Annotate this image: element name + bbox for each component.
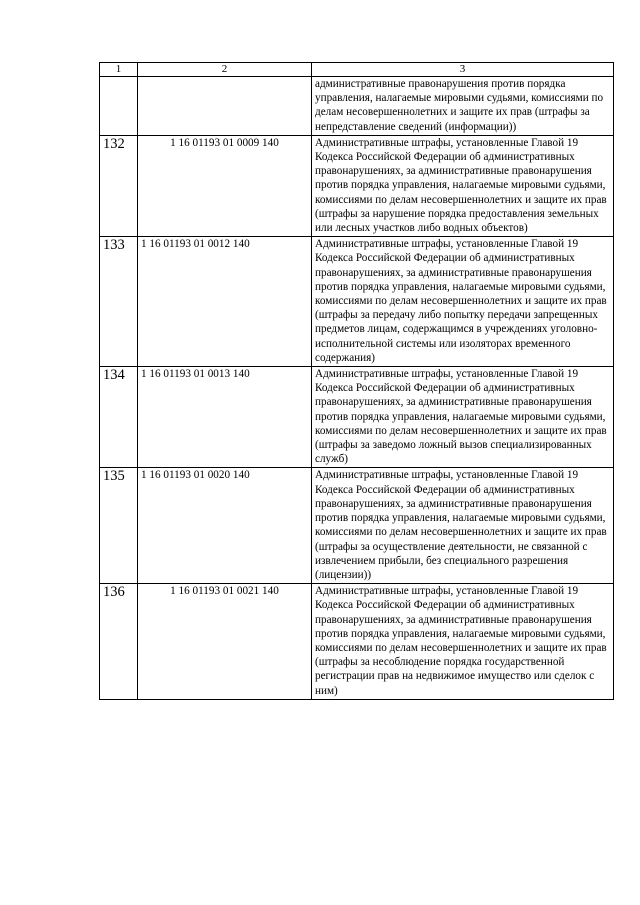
column-header-3: 3 (312, 63, 614, 77)
row-number: 135 (100, 468, 138, 584)
row-number: 134 (100, 367, 138, 468)
row-code: 1 16 01193 01 0020 140 (138, 468, 312, 584)
row-number-cell (100, 77, 138, 136)
row-description: Административные штрафы, установленные Главой 19 Кодекса Российской Федерации об административных правонарушениях, за административные правонарушения против порядка управления, налагаемые мировыми судьями, комиссиями по делам несовершеннолетних и защите их прав (штрафы за передачу либо попытку передачи запрещенных предметов лицам, содержащимся в учреждениях уголовно-исполнительной системы или изоляторах временного содержания) (312, 237, 614, 367)
row-number: 136 (100, 584, 138, 700)
row-code: 1 16 01193 01 0012 140 (138, 237, 312, 367)
row-code: 1 16 01193 01 0013 140 (138, 367, 312, 468)
row-description: Административные штрафы, установленные Главой 19 Кодекса Российской Федерации об административных правонарушениях, за административные правонарушения против порядка управления, налагаемые мировыми судьями, комиссиями по делам несовершеннолетних и защите их прав (штрафы за нарушение порядка предоставления земельных или лесных участков либо водных объектов) (312, 135, 614, 236)
row-description: Административные штрафы, установленные Главой 19 Кодекса Российской Федерации об административных правонарушениях, за административные правонарушения против порядка управления, налагаемые мировыми судьями, комиссиями по делам несовершеннолетних и защите их прав (штрафы за осуществление деятельности, не связанной с извлечением прибыли, без специального разрешения (лицензии)) (312, 468, 614, 584)
table-row-135 (100, 468, 614, 584)
row-number: 133 (100, 237, 138, 367)
row-code-cell (138, 77, 312, 136)
fines-table (99, 62, 614, 700)
row-description: административные правонарушения против порядка управления, налагаемые мировыми судьями, комиссиями по делам несовершеннолетних и защите их прав (штрафы за непредставление сведений (информации)) (312, 77, 614, 136)
table-row-133 (100, 237, 614, 367)
table-header-row (100, 63, 614, 77)
table-row-134 (100, 367, 614, 468)
table-row-132 (100, 135, 614, 236)
row-description: Административные штрафы, установленные Главой 19 Кодекса Российской Федерации об административных правонарушениях, за административные правонарушения против порядка управления, налагаемые мировыми судьями, комиссиями по делам несовершеннолетних и защите их прав (штрафы за заведомо ложный вызов специализированных служб) (312, 367, 614, 468)
row-number: 132 (100, 135, 138, 236)
row-description: Административные штрафы, установленные Главой 19 Кодекса Российской Федерации об административных правонарушениях, за административные правонарушения против порядка управления, налагаемые мировыми судьями, комиссиями по делам несовершеннолетних и защите их прав (штрафы за несоблюдение порядка государственной регистрации прав на недвижимое имущество или сделок с ним) (312, 584, 614, 700)
table-row-136 (100, 584, 614, 700)
column-header-1: 1 (100, 63, 138, 77)
column-header-2: 2 (138, 63, 312, 77)
table-row-continuation (100, 77, 614, 136)
row-code: 1 16 01193 01 0009 140 (138, 135, 312, 236)
row-code: 1 16 01193 01 0021 140 (138, 584, 312, 700)
